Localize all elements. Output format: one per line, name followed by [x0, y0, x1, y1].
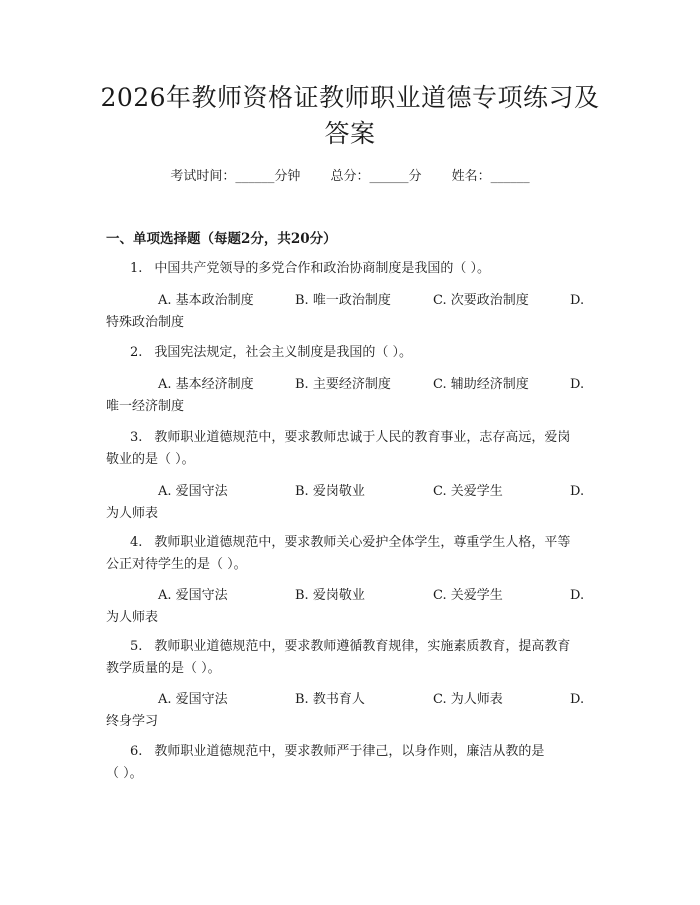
question-text: 教师职业道德规范中，要求教师遵循教育规律，实施素质教育，提高教育	[154, 639, 571, 654]
exam-info	[0, 168, 700, 186]
question-2	[106, 342, 596, 364]
option-d: D.	[570, 293, 585, 308]
option-c: C. 辅助经济制度	[433, 377, 529, 392]
question-number: 3.	[130, 430, 143, 445]
title-line-1: 2026年教师资格证教师职业道德专项练习及	[100, 83, 600, 112]
question-text: 教师职业道德规范中，要求教师忠诚于人民的教育事业，志存高远，爱岗	[154, 430, 571, 445]
option-d: D.	[570, 377, 585, 392]
option-b: B. 教书育人	[295, 692, 365, 707]
option-a: A. 基本经济制度	[158, 377, 254, 392]
question-number: 4.	[130, 535, 143, 550]
option-a: A. 基本政治制度	[158, 293, 254, 308]
question-text: 中国共产党领导的多党合作和政治协商制度是我国的（ ）。	[154, 261, 491, 276]
option-b: B. 唯一政治制度	[295, 293, 391, 308]
question-6	[106, 741, 596, 785]
question-text: 教师职业道德规范中，要求教师严于律己，以身作则，廉洁从教的是	[154, 744, 545, 759]
option-c: C. 关爱学生	[433, 588, 503, 603]
question-number: 1.	[130, 261, 143, 276]
question-text-continued: 公正对待学生的是（ ）。	[106, 557, 247, 572]
name-field: 姓名：______	[451, 169, 530, 184]
option-d-text: 唯一经济制度	[106, 399, 185, 414]
question-text: 我国宪法规定，社会主义制度是我国的（ ）。	[154, 345, 413, 360]
question-4	[106, 532, 596, 576]
option-c: C. 次要政治制度	[433, 293, 529, 308]
option-d: D.	[570, 692, 585, 707]
question-text-continued: 教学质量的是（ ）。	[106, 661, 221, 676]
question-text-continued: 敬业的是（ ）。	[106, 452, 195, 467]
option-a: A. 爱国守法	[158, 484, 228, 499]
option-d: D.	[570, 484, 585, 499]
option-c: C. 关爱学生	[433, 484, 503, 499]
option-d-text: 为人师表	[106, 506, 159, 521]
question-number: 5.	[130, 639, 143, 654]
question-text-continued: （ ）。	[106, 766, 143, 781]
section-title: 一、单项选择题（每题2分，共20分）	[106, 231, 337, 247]
option-d: D.	[570, 588, 585, 603]
exam-time-field: 考试时间：______分钟	[170, 169, 301, 184]
document-title	[80, 80, 620, 152]
question-number: 6.	[130, 744, 143, 759]
option-a: A. 爱国守法	[158, 588, 228, 603]
question-5	[106, 636, 596, 680]
question-text: 教师职业道德规范中，要求教师关心爱护全体学生，尊重学生人格，平等	[154, 535, 571, 550]
option-d-text: 特殊政治制度	[106, 315, 185, 330]
question-3	[106, 427, 596, 471]
option-b: B. 爱岗敬业	[295, 588, 365, 603]
title-line-2: 答案	[324, 119, 376, 148]
option-d-text: 为人师表	[106, 610, 159, 625]
total-score-field: 总分：______分	[330, 169, 422, 184]
option-b: B. 爱岗敬业	[295, 484, 365, 499]
option-c: C. 为人师表	[433, 692, 503, 707]
option-a: A. 爱国守法	[158, 692, 228, 707]
question-number: 2.	[130, 345, 143, 360]
option-d-text: 终身学习	[106, 714, 159, 729]
question-1	[106, 258, 596, 280]
option-b: B. 主要经济制度	[295, 377, 391, 392]
